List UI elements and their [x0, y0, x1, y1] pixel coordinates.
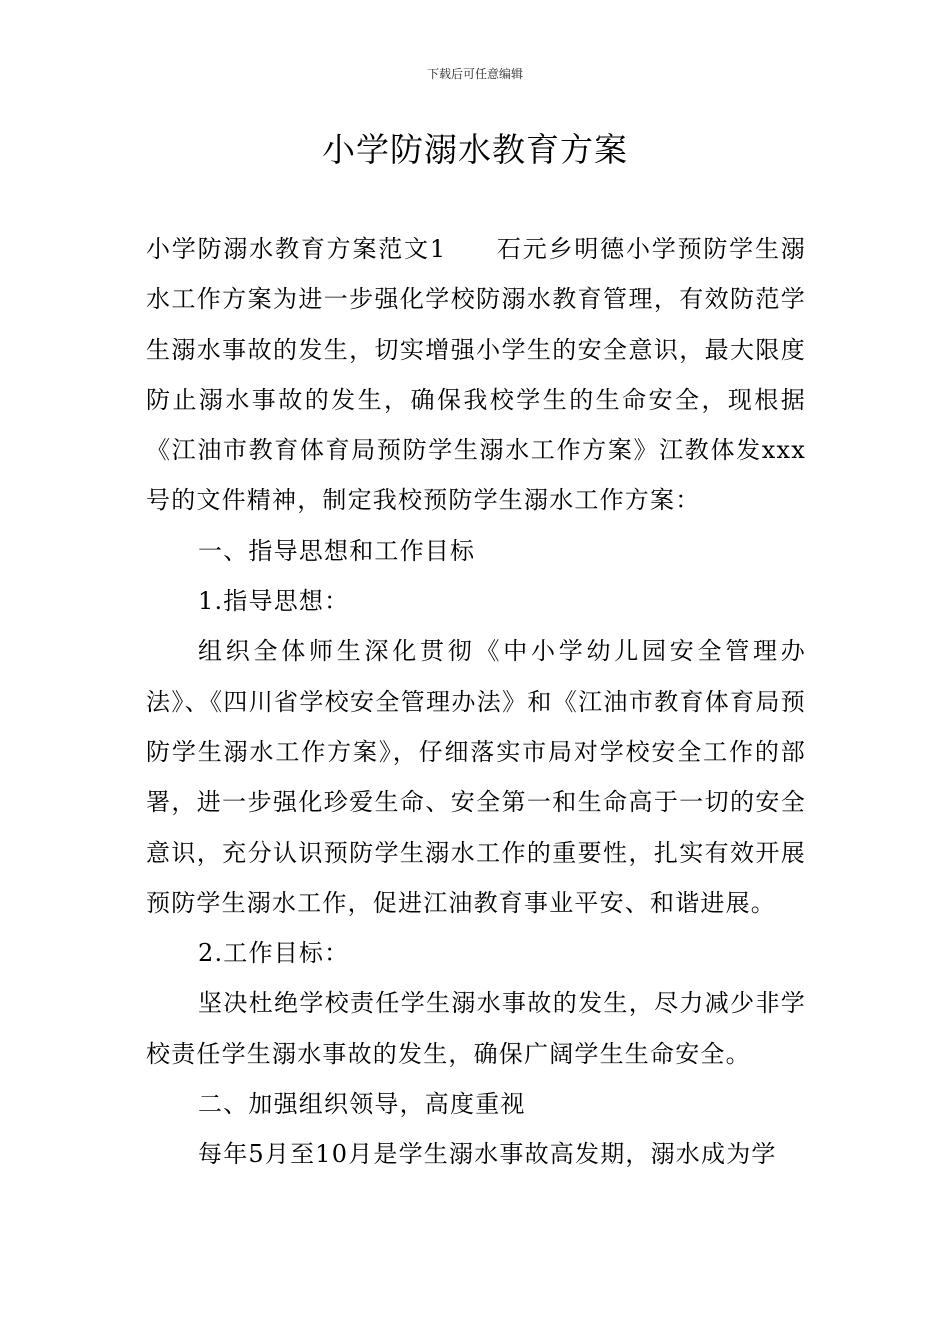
intro-paragraph — [146, 224, 806, 526]
document-body — [146, 224, 806, 1180]
sub1-body: 组织全体师生深化贯彻《中小学幼儿园安全管理办法》、《四川省学校安全管理办法》和《江油市教育体育局预防学生溺水工作方案》，仔细落实市局对学校安全工作的部署，进一步强化珍爱生命、安全第一和生命高于一切的安全意识，充分认识预防学生溺水工作的重要性，扎实有效开展预防学生溺水工作，促进江油教育事业平安、和谐进展。 — [146, 637, 806, 917]
document-title: 小学防溺水教育方案 — [322, 130, 628, 169]
header-note: 下载后可任意编辑 — [426, 67, 523, 81]
sub1-heading: 1.指导思想： — [198, 587, 350, 616]
intro-label: 小学防溺水教育方案范文1 — [146, 235, 447, 263]
section2-body: 每年5月至10月是学生溺水事故高发期，溺水成为学 — [198, 1140, 777, 1169]
section1-heading: 一、指导思想和工作目标 — [198, 536, 476, 565]
sub2-heading: 2.工作目标： — [198, 939, 350, 968]
intro-text: 石元乡明德小学预防学生溺水工作方案为进一步强化学校防溺水教育管理，有效防范学生溺水事故的发生，切实增强小学生的安全意识，最大限度防止溺水事故的发生，确保我校学生的生命安全，现根据《江油市教育体育局预防学生溺水工作方案》江教体发xxx号的文件精神，制定我校预防学生溺水工作方案： — [146, 235, 806, 515]
sub2-body: 坚决杜绝学校责任学生溺水事故的发生，尽力减少非学校责任学生溺水事故的发生，确保广阔学生生命安全。 — [146, 989, 806, 1068]
section2-heading: 二、加强组织领导，高度重视 — [198, 1090, 526, 1119]
